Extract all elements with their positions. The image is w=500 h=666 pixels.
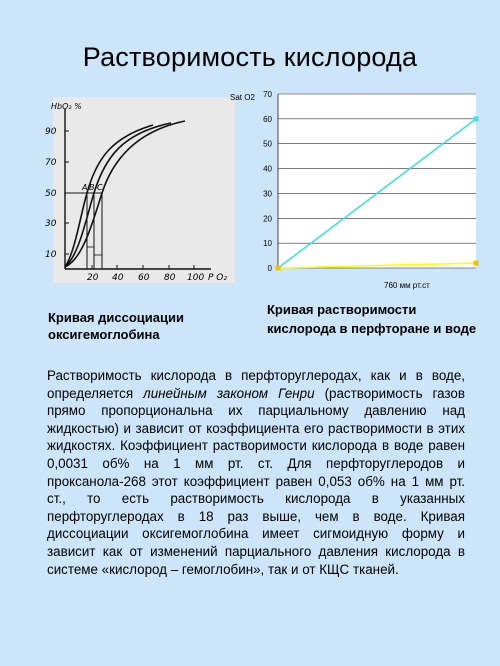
solubility-chart bbox=[230, 88, 492, 298]
y-tick-label-0: 0 bbox=[267, 264, 272, 273]
y-tick-90: 90 bbox=[45, 127, 57, 137]
x-tick-100: 100 bbox=[187, 273, 205, 283]
solubility-chart-svg bbox=[230, 88, 492, 298]
x-axis-label: 760 мм рт.ст bbox=[384, 281, 430, 290]
plot-area bbox=[278, 94, 476, 268]
body-paragraph bbox=[47, 367, 465, 578]
curve-label-b: B bbox=[89, 183, 95, 192]
dissociation-curve-svg bbox=[45, 97, 235, 283]
slide-title: Растворимость кислорода bbox=[82, 42, 418, 72]
dissociation-curve-figure bbox=[45, 97, 235, 283]
x-tick-60: 60 bbox=[138, 273, 150, 283]
y-tick-label-60: 60 bbox=[263, 114, 272, 124]
left-figure-caption: Кривая диссоциации оксигемоглобина bbox=[48, 310, 184, 342]
henry-law-term: линейным законом Генри bbox=[143, 385, 315, 401]
y-tick-label-70: 70 bbox=[263, 90, 272, 99]
x-axis-label: P O₂ bbox=[208, 273, 227, 283]
y-tick-label-20: 20 bbox=[263, 214, 272, 224]
y-tick-label-50: 50 bbox=[263, 139, 272, 149]
body-text-part-1: Растворимость кислорода в перфторуглеродах, как и в воде, определяется bbox=[47, 368, 465, 401]
y-tick-50: 50 bbox=[45, 189, 57, 199]
curve-label-c: C bbox=[97, 183, 103, 192]
y-axis-label: HbO₂ % bbox=[51, 102, 82, 111]
y-tick-30: 30 bbox=[45, 219, 57, 229]
series-1-point-2 bbox=[474, 116, 479, 121]
series-2-point-1 bbox=[276, 266, 281, 271]
x-tick-40: 40 bbox=[112, 273, 124, 283]
y-tick-label-10: 10 bbox=[263, 239, 272, 249]
body-text-part-2: (растворимость газов прямо пропорциональна их парциальному давлению над жидкостью) и зависит от коэффициента его растворимости в этих жидкостях. Коэффициент растворимости кислорода в воде равен 0,0031 об% на 1 мм рт. ст. Для перфторуглеродов и проксанола-268 этот коэффициент равен 0,053 об% на 1 мм рт. ст., то есть растворимость кислорода в указанных перфторуглеродах в 18 раз выше, чем в воде. Кривая диссоциации оксигемоглобина имеет сигмоидную форму и зависит как от изменений парциального давления кислорода в системе «кислород – гемоглобин», так и от КЩС тканей. bbox=[47, 385, 465, 577]
x-tick-20: 20 bbox=[87, 273, 99, 283]
y-tick-label-30: 30 bbox=[263, 189, 272, 199]
y-tick-70: 70 bbox=[45, 158, 57, 168]
y-tick-10: 10 bbox=[45, 250, 57, 260]
right-figure-caption: Кривая растворимости кислорода в перфторане и воде bbox=[267, 302, 477, 336]
curve-b bbox=[65, 123, 171, 267]
y-axis-label: Sat O2 bbox=[230, 93, 255, 102]
x-tick-80: 80 bbox=[164, 273, 176, 283]
curve-label-a: A bbox=[82, 183, 88, 192]
y-tick-label-40: 40 bbox=[263, 164, 272, 174]
series-2-point-2 bbox=[474, 261, 479, 266]
